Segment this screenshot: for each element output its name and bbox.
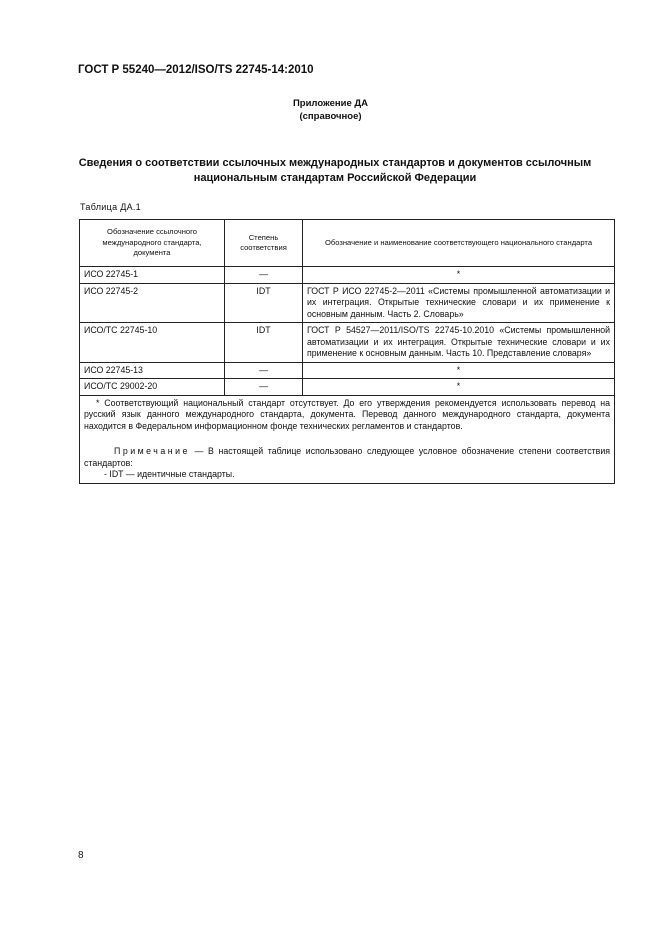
cell-degree: — bbox=[225, 267, 303, 284]
table-row bbox=[80, 379, 615, 396]
note-text: — В настоящей таблице использовано следующее условное обозначение степени соответствия стандартов: bbox=[84, 446, 610, 468]
note-label: Примечание bbox=[114, 446, 190, 456]
table-row bbox=[80, 323, 615, 363]
appendix-type: (справочное) bbox=[299, 111, 362, 122]
table-row bbox=[80, 283, 615, 323]
cell-designation: ИСО 22745-2 bbox=[80, 283, 225, 323]
cell-national: * bbox=[303, 267, 615, 284]
cell-degree: IDT bbox=[225, 323, 303, 363]
table-row bbox=[80, 267, 615, 284]
cell-designation: ИСО/ТС 22745-10 bbox=[80, 323, 225, 363]
cell-degree: — bbox=[225, 379, 303, 396]
main-title: Сведения о соответствии ссылочных международных стандартов и документов ссылочным национальным стандартам Российской Федерации bbox=[78, 157, 592, 184]
table-footer-row bbox=[80, 395, 615, 483]
cell-national: ГОСТ Р 54527—2011/ISO/TS 22745-10.2010 «Системы промышленной автоматизации и их интеграция. Открытые технические словари и их применение к основным данным. Часть 10. Представление словаря» bbox=[303, 323, 615, 363]
cell-national: * bbox=[303, 379, 615, 396]
conformity-table bbox=[79, 219, 615, 484]
header-designation: Обозначение ссылочного международного стандарта, документа bbox=[80, 220, 225, 267]
footnote: * Соответствующий национальный стандарт отсутствует. До его утверждения рекомендуется использовать перевод на русский язык данного международного стандарта, документа. Перевод данного международного стандарта, документа находится в Федеральном информационном фонде технических регламентов и стандартов. bbox=[84, 397, 610, 431]
cell-national: ГОСТ Р ИСО 22745-2—2011 «Системы промышленной автоматизации и их интеграция. Открытые технические словари и их применение к основным данным. Часть 2. Словарь» bbox=[303, 283, 615, 323]
table-caption: Таблица ДА.1 bbox=[80, 202, 141, 212]
table-footer bbox=[80, 395, 615, 483]
cell-national: * bbox=[303, 362, 615, 379]
note bbox=[84, 446, 610, 469]
table-header-row bbox=[80, 220, 615, 267]
document-code: ГОСТ Р 55240—2012/ISO/TS 22745-14:2010 bbox=[78, 64, 314, 76]
appendix-title: Приложение ДА bbox=[292, 98, 369, 109]
cell-designation: ИСО 22745-13 bbox=[80, 362, 225, 379]
header-national: Обозначение и наименование соответствующего национального стандарта bbox=[303, 220, 615, 267]
cell-degree: — bbox=[225, 362, 303, 379]
cell-degree: IDT bbox=[225, 283, 303, 323]
table-row bbox=[80, 362, 615, 379]
note-item: - IDT — идентичные стандарты. bbox=[104, 469, 235, 479]
cell-designation: ИСО 22745-1 bbox=[80, 267, 225, 284]
page-number: 8 bbox=[78, 850, 84, 861]
cell-designation: ИСО/ТС 29002-20 bbox=[80, 379, 225, 396]
header-degree: Степень соответствия bbox=[225, 220, 303, 267]
